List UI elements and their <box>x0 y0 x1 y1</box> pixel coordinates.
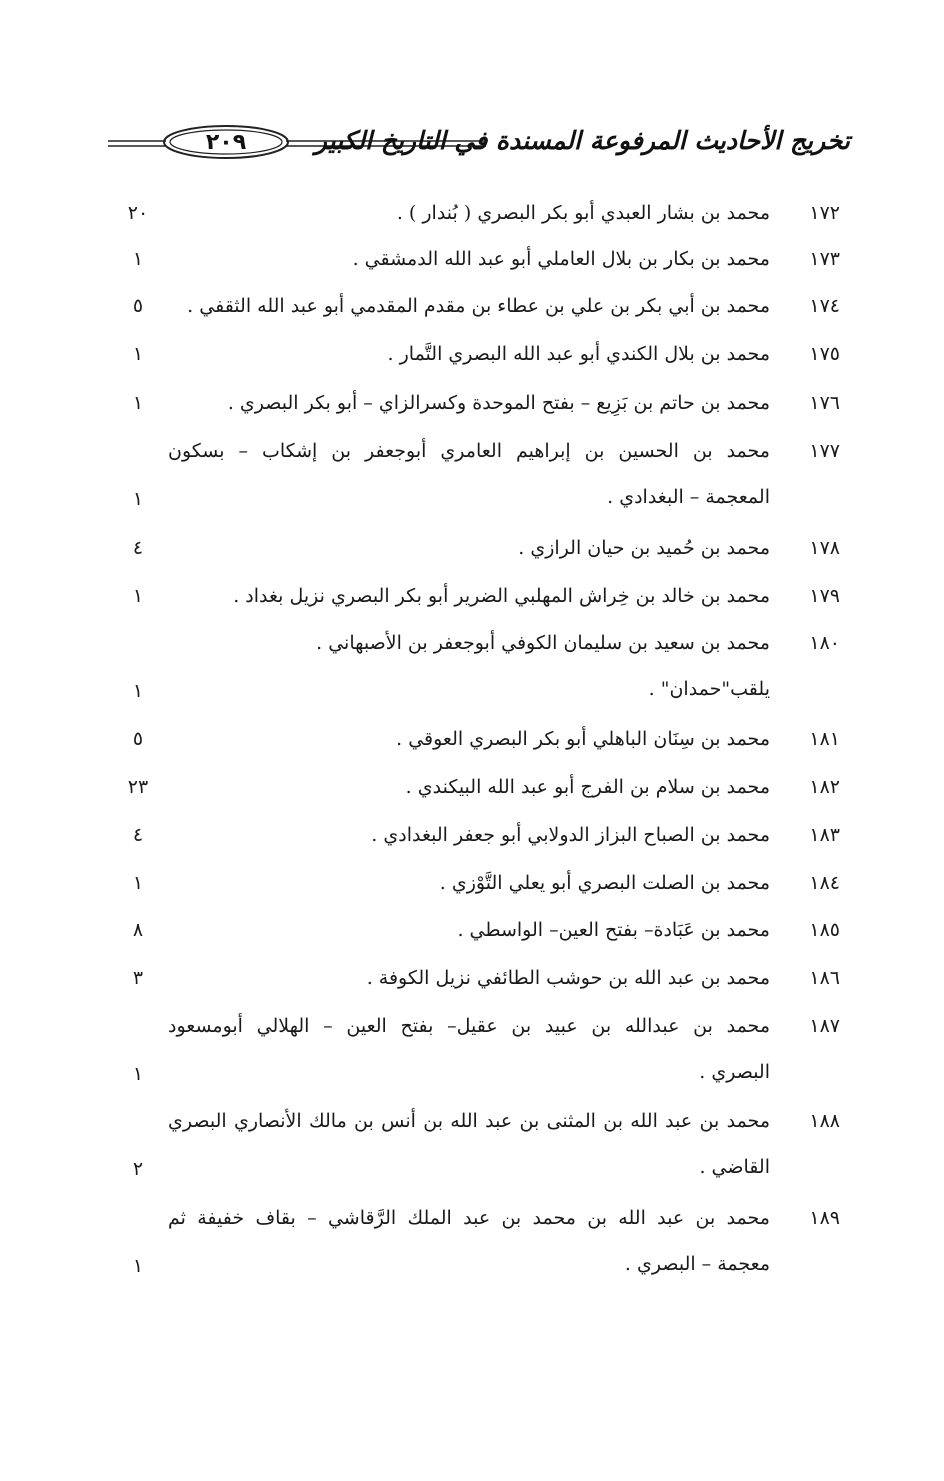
entry-text-block <box>168 1195 770 1287</box>
entry-number: ١٨٩ <box>809 1207 840 1229</box>
entry-number: ١٧٤ <box>809 295 840 317</box>
entry-text-continuation: البصري . <box>699 1061 770 1083</box>
entry-count: ١ <box>132 1255 144 1277</box>
entry-text: محمد بن سلام بن الفرج أبو عبد الله البيكندي . <box>405 776 770 798</box>
entry-number: ١٨٥ <box>809 919 840 941</box>
entry-number: ١٨٢ <box>809 776 840 798</box>
entry-count: ١ <box>132 248 144 270</box>
entry-count: ٢٠ <box>127 202 149 224</box>
entry-text: محمد بن الصباح البزاز الدولابي أبو جعفر البغدادي . <box>371 824 770 846</box>
entry-text-continuation: يلقب"حمدان" . <box>648 678 770 700</box>
entry-text-block <box>168 428 770 520</box>
entry-text: محمد بن عبد الله بن حوشب الطائفي نزيل الكوفة . <box>366 967 770 989</box>
entry-number: ١٧٨ <box>809 537 840 559</box>
entry-count: ٥ <box>132 295 144 317</box>
entry-count: ٢٣ <box>127 776 149 798</box>
entry-number: ١٨٣ <box>809 824 840 846</box>
running-header <box>108 120 850 170</box>
entry-number: ١٧٢ <box>809 202 840 224</box>
entry-number: ١٨٦ <box>809 967 840 989</box>
entry-count: ١ <box>132 872 144 894</box>
entry-text-continuation: القاضي . <box>699 1156 770 1178</box>
entry-count: ٣ <box>132 967 144 989</box>
entry-text: محمد بن بلال الكندي أبو عبد الله البصري التَّمار . <box>387 343 770 365</box>
page-number: ٢٠٩ <box>205 129 247 155</box>
entry-text: محمد بن عبد الله بن محمد بن عبد الملك الرَّقاشي – بقاف خفيفة ثم <box>168 1207 770 1229</box>
entry-text: محمد بن سعيد بن سليمان الكوفي أبوجعفر بن الأصبهاني . <box>316 632 770 654</box>
entry-number: ١٨٨ <box>809 1110 840 1132</box>
entry-count: ١ <box>132 343 144 365</box>
entry-text-continuation: المعجمة – البغدادي . <box>607 486 770 508</box>
entry-number: ١٨٧ <box>809 1015 840 1037</box>
entry-text: محمد بن عَبَادة– بفتح العين– الواسطي . <box>457 919 770 941</box>
entry-count: ٤ <box>132 824 144 846</box>
entry-text: محمد بن حُميد بن حيان الرازي . <box>518 537 770 559</box>
entry-text: محمد بن عبدالله بن عبيد بن عقيل– بفتح العين – الهلالي أبومسعود <box>168 1015 770 1037</box>
entry-text: محمد بن الصلت البصري أبو يعلي التَّوْزي . <box>439 872 770 894</box>
entry-text-block <box>168 1003 770 1095</box>
entry-text: محمد بن عبد الله بن المثنى بن عبد الله بن أنس بن مالك الأنصاري البصري <box>168 1110 770 1132</box>
entry-number: ١٧٥ <box>809 343 840 365</box>
entry-text-block <box>168 620 770 712</box>
entry-number: ١٧٩ <box>809 585 840 607</box>
entry-text: محمد بن خالد بن خِراش المهلبي الضرير أبو بكر البصري نزيل بغداد . <box>233 585 770 607</box>
entry-count: ٢ <box>132 1158 144 1180</box>
entry-text-block <box>168 1098 770 1190</box>
entry-number: ١٧٦ <box>809 392 840 414</box>
entry-count: ١ <box>132 585 144 607</box>
entry-text: محمد بن سِنَان الباهلي أبو بكر البصري العوقي . <box>396 728 770 750</box>
entry-text: محمد بن حاتم بن بَزِيع – بفتح الموحدة وكسرالزاي – أبو بكر البصري . <box>227 392 770 414</box>
entry-number: ١٧٧ <box>809 440 840 462</box>
header-title: تخريج الأحاديث المرفوعة المسندة في التاريخ الكبير <box>314 126 850 155</box>
entry-count: ١ <box>132 1063 144 1085</box>
entry-count: ١ <box>132 680 144 702</box>
entry-text: محمد بن بكار بن بلال العاملي أبو عبد الله الدمشقي . <box>352 248 770 270</box>
entry-number: ١٨٤ <box>809 872 840 894</box>
entry-count: ٤ <box>132 537 144 559</box>
entry-count: ١ <box>132 488 144 510</box>
entry-text: محمد بن الحسين بن إبراهيم العامري أبوجعفر بن إشكاب – بسكون <box>168 440 770 462</box>
entry-text: محمد بن بشار العبدي أبو بكر البصري ( بُندار ) . <box>396 202 770 224</box>
entry-number: ١٨٠ <box>809 632 840 654</box>
entry-text: محمد بن أبي بكر بن علي بن عطاء بن مقدم المقدمي أبو عبد الله الثقفي . <box>187 295 770 317</box>
entry-count: ٨ <box>132 919 144 941</box>
entry-text-continuation: معجمة – البصري . <box>624 1253 770 1275</box>
entry-number: ١٨١ <box>809 728 840 750</box>
entry-count: ٥ <box>132 728 144 750</box>
entry-count: ١ <box>132 392 144 414</box>
entry-number: ١٧٣ <box>809 248 840 270</box>
